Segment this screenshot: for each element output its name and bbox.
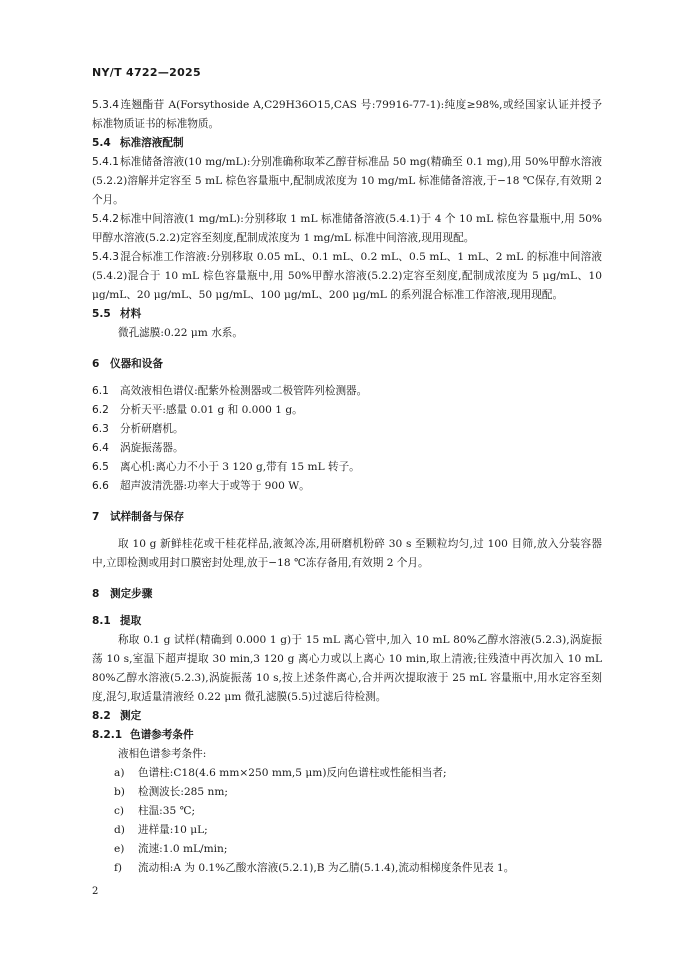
document-body <box>92 96 602 878</box>
list-item-text: 进样量:10 μL; <box>138 824 208 836</box>
section-title: 测定 <box>120 710 142 722</box>
section-number: 8.1 <box>92 615 111 627</box>
clause-text: 混合标准工作溶液:分别移取 0.05 mL、0.1 mL、0.2 mL、0.5 mL、1 mL、2 mL 的标准中间溶液(5.4.2)混合于 10 mL 棕色容量瓶中,用 50%甲醇水溶液(5.2.2)定容至刻度,配制成浓度为 5 μg/mL、10 μg/mL、20 μg/mL、50 μg/mL、100 μg/mL、200 μg/mL 的系列混合标准工作溶液,现用现配。 <box>92 251 602 301</box>
clause-number: 6.5 <box>92 461 109 473</box>
list-item <box>92 821 602 840</box>
body-paragraph: 微孔滤膜:0.22 μm 水系。 <box>118 327 243 339</box>
section-title: 标准溶液配制 <box>120 137 184 149</box>
clause-paragraph <box>92 248 602 305</box>
clause-number: 6.2 <box>92 404 109 416</box>
clause-paragraph <box>92 420 602 439</box>
chapter-heading <box>92 585 602 604</box>
clause-paragraph <box>92 439 602 458</box>
chapter-title: 仪器和设备 <box>110 358 163 370</box>
clause-text: 分析天平:感量 0.01 g 和 0.000 1 g。 <box>120 404 303 416</box>
section-title: 材料 <box>120 308 142 320</box>
clause-number: 5.4.2 <box>92 213 119 225</box>
clause-number: 6.3 <box>92 423 109 435</box>
chapter-number: 7 <box>92 511 100 523</box>
clause-text: 分析研磨机。 <box>120 423 184 435</box>
chapter-number: 8 <box>92 588 100 600</box>
section-heading <box>92 726 602 745</box>
list-item <box>92 802 602 821</box>
clause-text: 高效液相色谱仪:配紫外检测器或二极管阵列检测器。 <box>120 385 368 397</box>
clause-number: 5.3.4 <box>92 99 119 111</box>
section-title: 色谱参考条件 <box>130 729 194 741</box>
chapter-heading <box>92 508 602 527</box>
list-item-label: a) <box>114 767 125 779</box>
standard-code-header: NY/T 4722—2025 <box>92 66 201 79</box>
list-item <box>92 764 602 783</box>
section-title: 提取 <box>120 615 142 627</box>
section-heading <box>92 612 602 631</box>
clause-paragraph <box>92 458 602 477</box>
list-item <box>92 859 602 878</box>
clause-number: 5.4.1 <box>92 156 119 168</box>
clause-text: 离心机:离心力不小于 3 120 g,带有 15 mL 转子。 <box>120 461 360 473</box>
clause-paragraph <box>92 153 602 210</box>
body-paragraph: 液相色谱参考条件: <box>118 748 207 760</box>
list-item-text: 柱温:35 ℃; <box>138 805 196 817</box>
clause-text: 标准中间溶液(1 mg/mL):分别移取 1 mL 标准储备溶液(5.4.1)于 4 个 10 mL 棕色容量瓶中,用 50%甲醇水溶液(5.2.2)定容至刻度,配制成浓度为 1 mg/mL 标准中间溶液,现用现配。 <box>92 213 602 244</box>
list-item-label: c) <box>114 805 125 817</box>
list-item-text: 流速:1.0 mL/min; <box>138 843 228 855</box>
chapter-title: 试样制备与保存 <box>110 511 185 523</box>
list-item-label: e) <box>114 843 125 855</box>
list-item-label: b) <box>114 786 125 798</box>
chapter-heading <box>92 355 602 374</box>
section-number: 8.2 <box>92 710 111 722</box>
section-heading <box>92 707 602 726</box>
clause-text: 连翘酯苷 A(Forsythoside A,C29H36O15,CAS 号:79916-77-1):纯度≥98%,或经国家认证并授予标准物质证书的标准物质。 <box>92 99 602 130</box>
list-item-label: f) <box>114 862 123 874</box>
clause-text: 涡旋振荡器。 <box>120 442 184 454</box>
page-number: 2 <box>92 886 99 897</box>
chapter-number: 6 <box>92 358 100 370</box>
section-heading <box>92 134 602 153</box>
section-number: 5.5 <box>92 308 111 320</box>
clause-number: 6.6 <box>92 480 109 492</box>
clause-paragraph <box>92 210 602 248</box>
chapter-title: 测定步骤 <box>110 588 153 600</box>
list-item-text: 检测波长:285 nm; <box>138 786 228 798</box>
list-item <box>92 840 602 859</box>
section-number: 8.2.1 <box>92 729 123 741</box>
clause-paragraph <box>92 477 602 496</box>
clause-paragraph <box>92 382 602 401</box>
section-number: 5.4 <box>92 137 111 149</box>
list-item-text: 流动相:A 为 0.1%乙酸水溶液(5.2.1),B 为乙腈(5.1.4),流动相梯度条件见表 1。 <box>138 862 515 874</box>
clause-text: 超声波清洗器:功率大于或等于 900 W。 <box>120 480 310 492</box>
clause-number: 6.1 <box>92 385 109 397</box>
clause-number: 5.4.3 <box>92 251 119 263</box>
list-item-label: d) <box>114 824 125 836</box>
body-paragraph: 取 10 g 新鲜桂花或干桂花样品,液氮冷冻,用研磨机粉碎 30 s 至颗粒均匀,过 100 目筛,放入分装容器中,立即检测或用封口膜密封处理,放于−18 ℃冻存备用,有效期 2 个月。 <box>92 538 602 569</box>
list-item-text: 色谱柱:C18(4.6 mm×250 mm,5 μm)反向色谱柱或性能相当者; <box>138 767 447 779</box>
clause-paragraph <box>92 401 602 420</box>
body-paragraph: 称取 0.1 g 试样(精确到 0.000 1 g)于 15 mL 离心管中,加入 10 mL 80%乙醇水溶液(5.2.3),涡旋振荡 10 s,室温下超声提取 30 min,3 120 g 离心力或以上离心 10 min,取上清液;往残渣中再次加入 10 mL 80%乙醇水溶液(5.2.3),涡旋振荡 10 s,按上述条件离心,合并两次提取液于 25 mL 容量瓶中,用水定容至刻度,混匀,取适量清液经 0.22 μm 微孔滤膜(5.5)过滤后待检测。 <box>92 634 602 703</box>
clause-paragraph <box>92 96 602 134</box>
list-item <box>92 783 602 802</box>
section-heading <box>92 305 602 324</box>
clause-text: 标准储备溶液(10 mg/mL):分别准确称取苯乙醇苷标准品 50 mg(精确至 0.1 mg),用 50%甲醇水溶液(5.2.2)溶解并定容至 5 mL 棕色容量瓶中,配制成浓度为 10 mg/mL 标准储备溶液,于−18 ℃保存,有效期 2 个月。 <box>92 156 602 206</box>
clause-number: 6.4 <box>92 442 109 454</box>
